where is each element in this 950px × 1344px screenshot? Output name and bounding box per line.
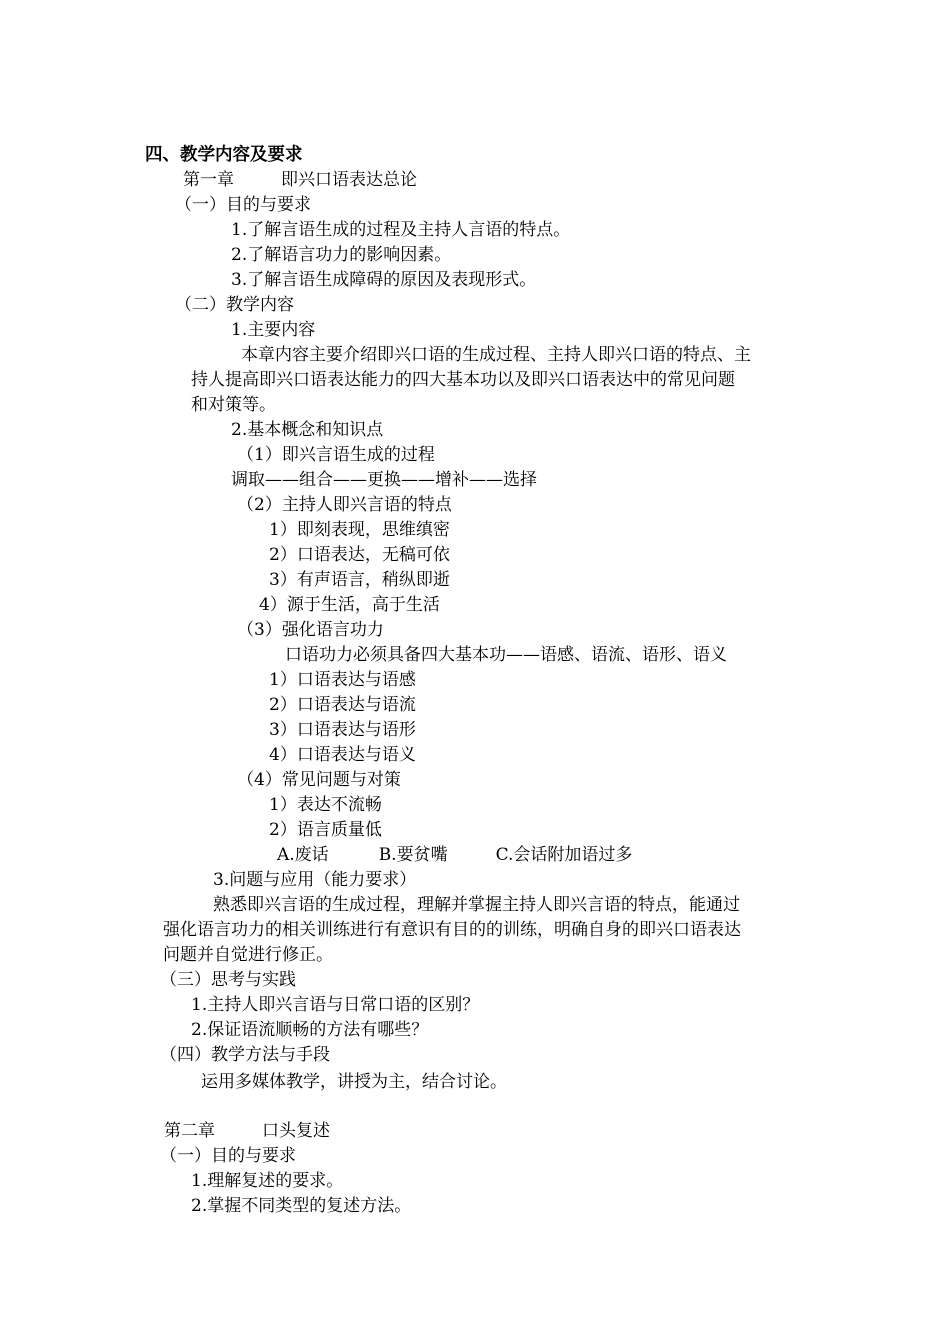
chapter-1-title: 即兴口语表达总论: [281, 170, 417, 190]
ch1-concept-3-text: 口语功力必须具备四大基本功——语感、语流、语形、语义: [285, 645, 727, 665]
ch1-practice-item: 2.保证语流顺畅的方法有哪些？: [191, 1020, 429, 1040]
ch1-concept-4-item: 2）语言质量低: [269, 820, 382, 840]
ch1-concept-3-item: 1）口语表达与语感: [269, 670, 416, 690]
ch1-application-text: 熟悉即兴言语的生成过程，理解并掌握主持人即兴言语的特点，能通过: [213, 895, 740, 915]
ch1-concept-3-label: （3）强化语言功力: [237, 620, 384, 640]
chapter-1-number: 第一章: [183, 170, 234, 190]
ch1-application-text: 问题并自觉进行修正。: [163, 945, 333, 965]
chapter-1-heading: [183, 169, 417, 191]
chapter-2-title: 口头复述: [262, 1121, 330, 1141]
ch1-concept-4-item: 1）表达不流畅: [269, 795, 382, 815]
ch1-concept-2-item: 3）有声语言，稍纵即逝: [269, 570, 450, 590]
ch1-goal-item: 1.了解言语生成的过程及主持人言语的特点。: [231, 220, 571, 240]
ch1-content-label: （二）教学内容: [175, 295, 294, 315]
ch1-application-label: 3.问题与应用（能力要求）: [213, 870, 417, 890]
ch1-practice-label: （三）思考与实践: [160, 970, 296, 990]
ch1-methods-label: （四）教学方法与手段: [160, 1045, 330, 1065]
ch1-concept-3-item: 2）口语表达与语流: [269, 695, 416, 715]
subitem-c: C.会话附加语过多: [495, 845, 633, 865]
ch1-goal-item: 3.了解言语生成障碍的原因及表现形式。: [231, 270, 537, 290]
ch1-concept-2-item: 4）源于生活，高于生活: [259, 595, 440, 615]
subitem-b: B.要贫嘴: [378, 845, 448, 865]
ch1-concepts-label: 2.基本概念和知识点: [231, 420, 384, 440]
ch2-goal-item: 1.理解复述的要求。: [191, 1171, 344, 1191]
ch1-concept-2-item: 1）即刻表现，思维缜密: [269, 520, 450, 540]
ch1-concept-1-text: 调取——组合——更换——增补——选择: [231, 470, 537, 490]
section-heading: 四、教学内容及要求: [145, 145, 303, 165]
ch2-goals-label: （一）目的与要求: [160, 1146, 296, 1166]
ch1-main-content-label: 1.主要内容: [231, 320, 316, 340]
chapter-2-number: 第二章: [164, 1121, 215, 1141]
ch1-main-content-text: 和对策等。: [191, 395, 276, 415]
ch1-concept-4-label: （4）常见问题与对策: [237, 770, 401, 790]
ch1-application-text: 强化语言功力的相关训练进行有意识有目的的训练，明确自身的即兴口语表达: [163, 920, 741, 940]
subitem-a: A.废话: [277, 845, 329, 865]
ch1-main-content-text: 本章内容主要介绍即兴口语的生成过程、主持人即兴口语的特点、主: [241, 345, 751, 365]
ch1-concept-1-label: （1）即兴言语生成的过程: [237, 445, 435, 465]
ch1-goal-item: 2.了解语言功力的影响因素。: [231, 245, 452, 265]
chapter-2-heading: [164, 1120, 330, 1142]
ch1-concept-3-item: 4）口语表达与语义: [269, 745, 416, 765]
ch1-concept-3-item: 3）口语表达与语形: [269, 720, 416, 740]
ch1-goals-label: （一）目的与要求: [175, 195, 311, 215]
ch1-concept-4-subitems: [277, 844, 632, 866]
ch1-practice-item: 1.主持人即兴言语与日常口语的区别？: [191, 995, 480, 1015]
ch2-goal-item: 2.掌握不同类型的复述方法。: [191, 1196, 412, 1216]
ch1-methods-text: 运用多媒体教学，讲授为主，结合讨论。: [201, 1072, 507, 1092]
ch1-concept-2-label: （2）主持人即兴言语的特点: [237, 495, 452, 515]
ch1-concept-2-item: 2）口语表达，无稿可依: [269, 545, 450, 565]
ch1-main-content-text: 持人提高即兴口语表达能力的四大基本功以及即兴口语表达中的常见问题: [191, 370, 735, 390]
